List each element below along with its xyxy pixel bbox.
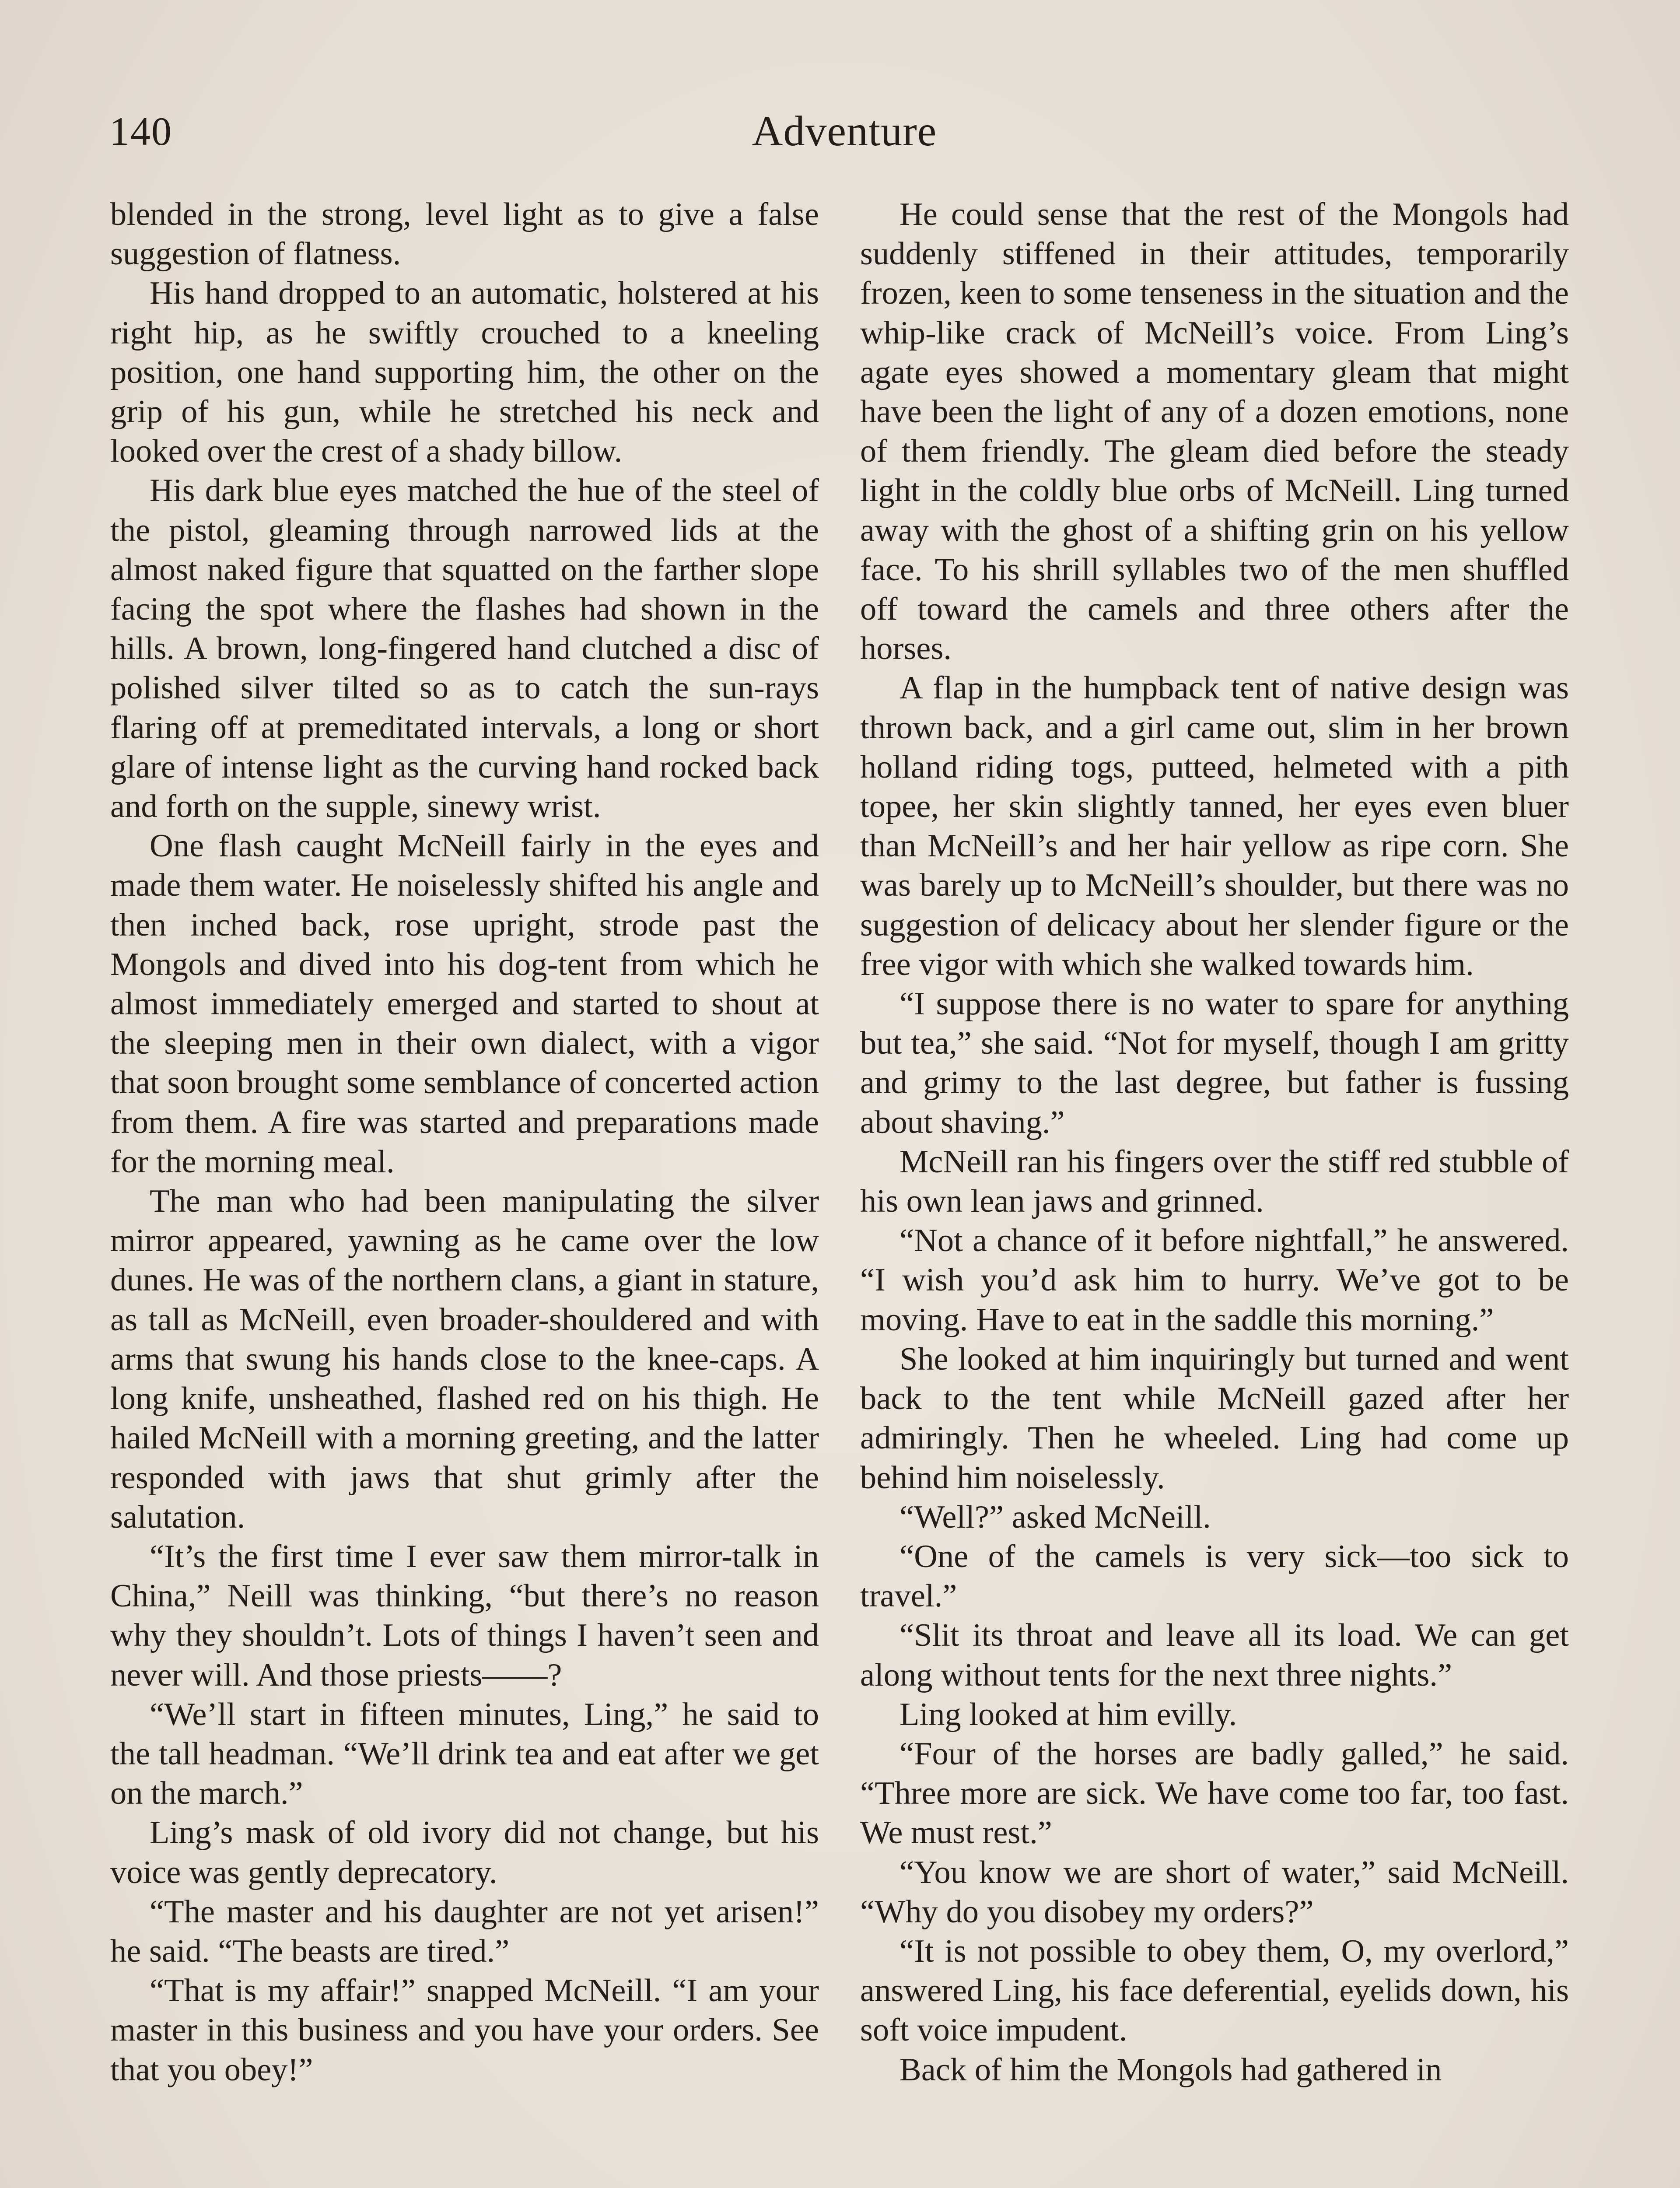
left-column (110, 195, 819, 2090)
paragraph: One flash caught McNeill fairly in the eyes and made them water. He noiselessly shifted his angle and then inched back, rose upright, strode past the Mongols and dived into his dog-tent from which he almost immediately emerged and started to shout at the sleeping men in their own dialect, with a vigor that soon brought some semblance of concerted action from them. A fire was started and preparations made for the morning meal. (110, 828, 819, 1180)
paragraph: Ling’s mask of old ivory did not change, but his voice was gently deprecatory. (110, 1815, 819, 1890)
paragraph: He could sense that the rest of the Mongols had suddenly stiffened in their attitudes, temporarily frozen, keen to some tenseness in the situation and the whip-like crack of McNeill’s voice. From Ling’s agate eyes showed a momentary gleam that might have been the light of any of a dozen emotions, none of them friendly. The gleam died before the steady light in the coldly blue orbs of McNeill. Ling turned away with the ghost of a shifting grin on his yellow face. To his shrill syllables two of the men shuffled off toward the camels and three others after the horses. (860, 196, 1569, 667)
paragraph: His hand dropped to an automatic, holstered at his right hip, as he swiftly crouched to a kneeling position, one hand supporting him, the other on the grip of his gun, while he stretched his neck and looked over the crest of a shady billow. (110, 275, 819, 470)
right-column (860, 195, 1569, 2090)
paragraph: His dark blue eyes matched the hue of the steel of the pistol, gleaming through narrowed lids at the almost naked figure that squatted on the farther slope facing the spot where the flashes had shown in the hills. A brown, long-fingered hand clutched a disc of polished silver tilted so as to catch the sun-rays flaring off at premeditated intervals, a long or short glare of intense light as the curving hand rocked back and forth on the supple, sinewy wrist. (110, 473, 819, 825)
paragraph: “We’ll start in fifteen minutes, Ling,” he said to the tall headman. “We’ll drink tea and eat after we get on the march.” (110, 1696, 819, 1812)
paragraph: “Four of the horses are badly galled,” he said. “Three more are sick. We have come too far, too fast. We must rest.” (860, 1736, 1569, 1851)
paragraph: “Well?” asked McNeill. (900, 1499, 1211, 1535)
paragraph: The man who had been manipulating the silver mirror appeared, yawning as he came over the low dunes. He was of the northern clans, a giant in stature, as tall as McNeill, even broader-shouldered and with arms that swung his hands close to the knee-caps. A long knife, unsheathed, flashed red on his thigh. He hailed McNeill with a morning greeting, and the latter responded with jaws that shut grimly after the salutation. (110, 1183, 819, 1535)
running-title: Adventure (752, 108, 937, 155)
paragraph: She looked at him inquiringly but turned and went back to the tent while McNeill gazed after her admiringly. Then he wheeled. Ling had come up behind him noiselessly. (860, 1341, 1569, 1496)
paragraph: “It is not possible to obey them, O, my overlord,” answered Ling, his face deferential, eyelids down, his soft voice impudent. (860, 1933, 1569, 2048)
paragraph: “One of the camels is very sick—too sick to travel.” (860, 1538, 1569, 1614)
paragraph: “I suppose there is no water to spare for anything but tea,” she said. “Not for myself, though I am gritty and grimy to the last degree, but father is fussing about shaving.” (860, 986, 1569, 1140)
paragraph: McNeill ran his fingers over the stiff red stubble of his own lean jaws and grinned. (860, 1143, 1569, 1220)
page-header (109, 101, 1579, 162)
paragraph: “It’s the first time I ever saw them mirror-talk in China,” Neill was thinking, “but there’s no reason why they shouldn’t. Lots of things I haven’t seen and never will. And those priests——? (110, 1538, 819, 1693)
paragraph: “That is my affair!” snapped McNeill. “I am your master in this business and you have your orders. See that you obey!” (110, 1973, 819, 2088)
paragraph: “The master and his daughter are not yet arisen!” he said. “The beasts are tired.” (110, 1893, 819, 1969)
paragraph: “Not a chance of it before nightfall,” he answered. “I wish you’d ask him to hurry. We’ve got to be moving. Have to eat in the saddle this morning.” (860, 1223, 1569, 1338)
paragraph: Ling looked at him evilly. (900, 1696, 1237, 1732)
paragraph: A flap in the humpback tent of native design was thrown back, and a girl came out, slim in her brown holland riding togs, putteed, helmeted with a pith topee, her skin slightly tanned, her eyes even bluer than McNeill’s and her hair yellow as ripe corn. She was barely up to McNeill’s shoulder, but there was no suggestion of delicacy about her slender figure or the free vigor with which she walked towards him. (860, 670, 1569, 982)
paragraph: Back of him the Mongols had gathered in (900, 2051, 1442, 2088)
page-number: 140 (109, 109, 172, 154)
paragraph: blended in the strong, level light as to give a false suggestion of flatness. (110, 196, 819, 272)
paragraph: “Slit its throat and leave all its load. We can get along without tents for the next three nights.” (860, 1617, 1569, 1693)
paragraph: “You know we are short of water,” said McNeill. “Why do you disobey my orders?” (860, 1854, 1569, 1930)
